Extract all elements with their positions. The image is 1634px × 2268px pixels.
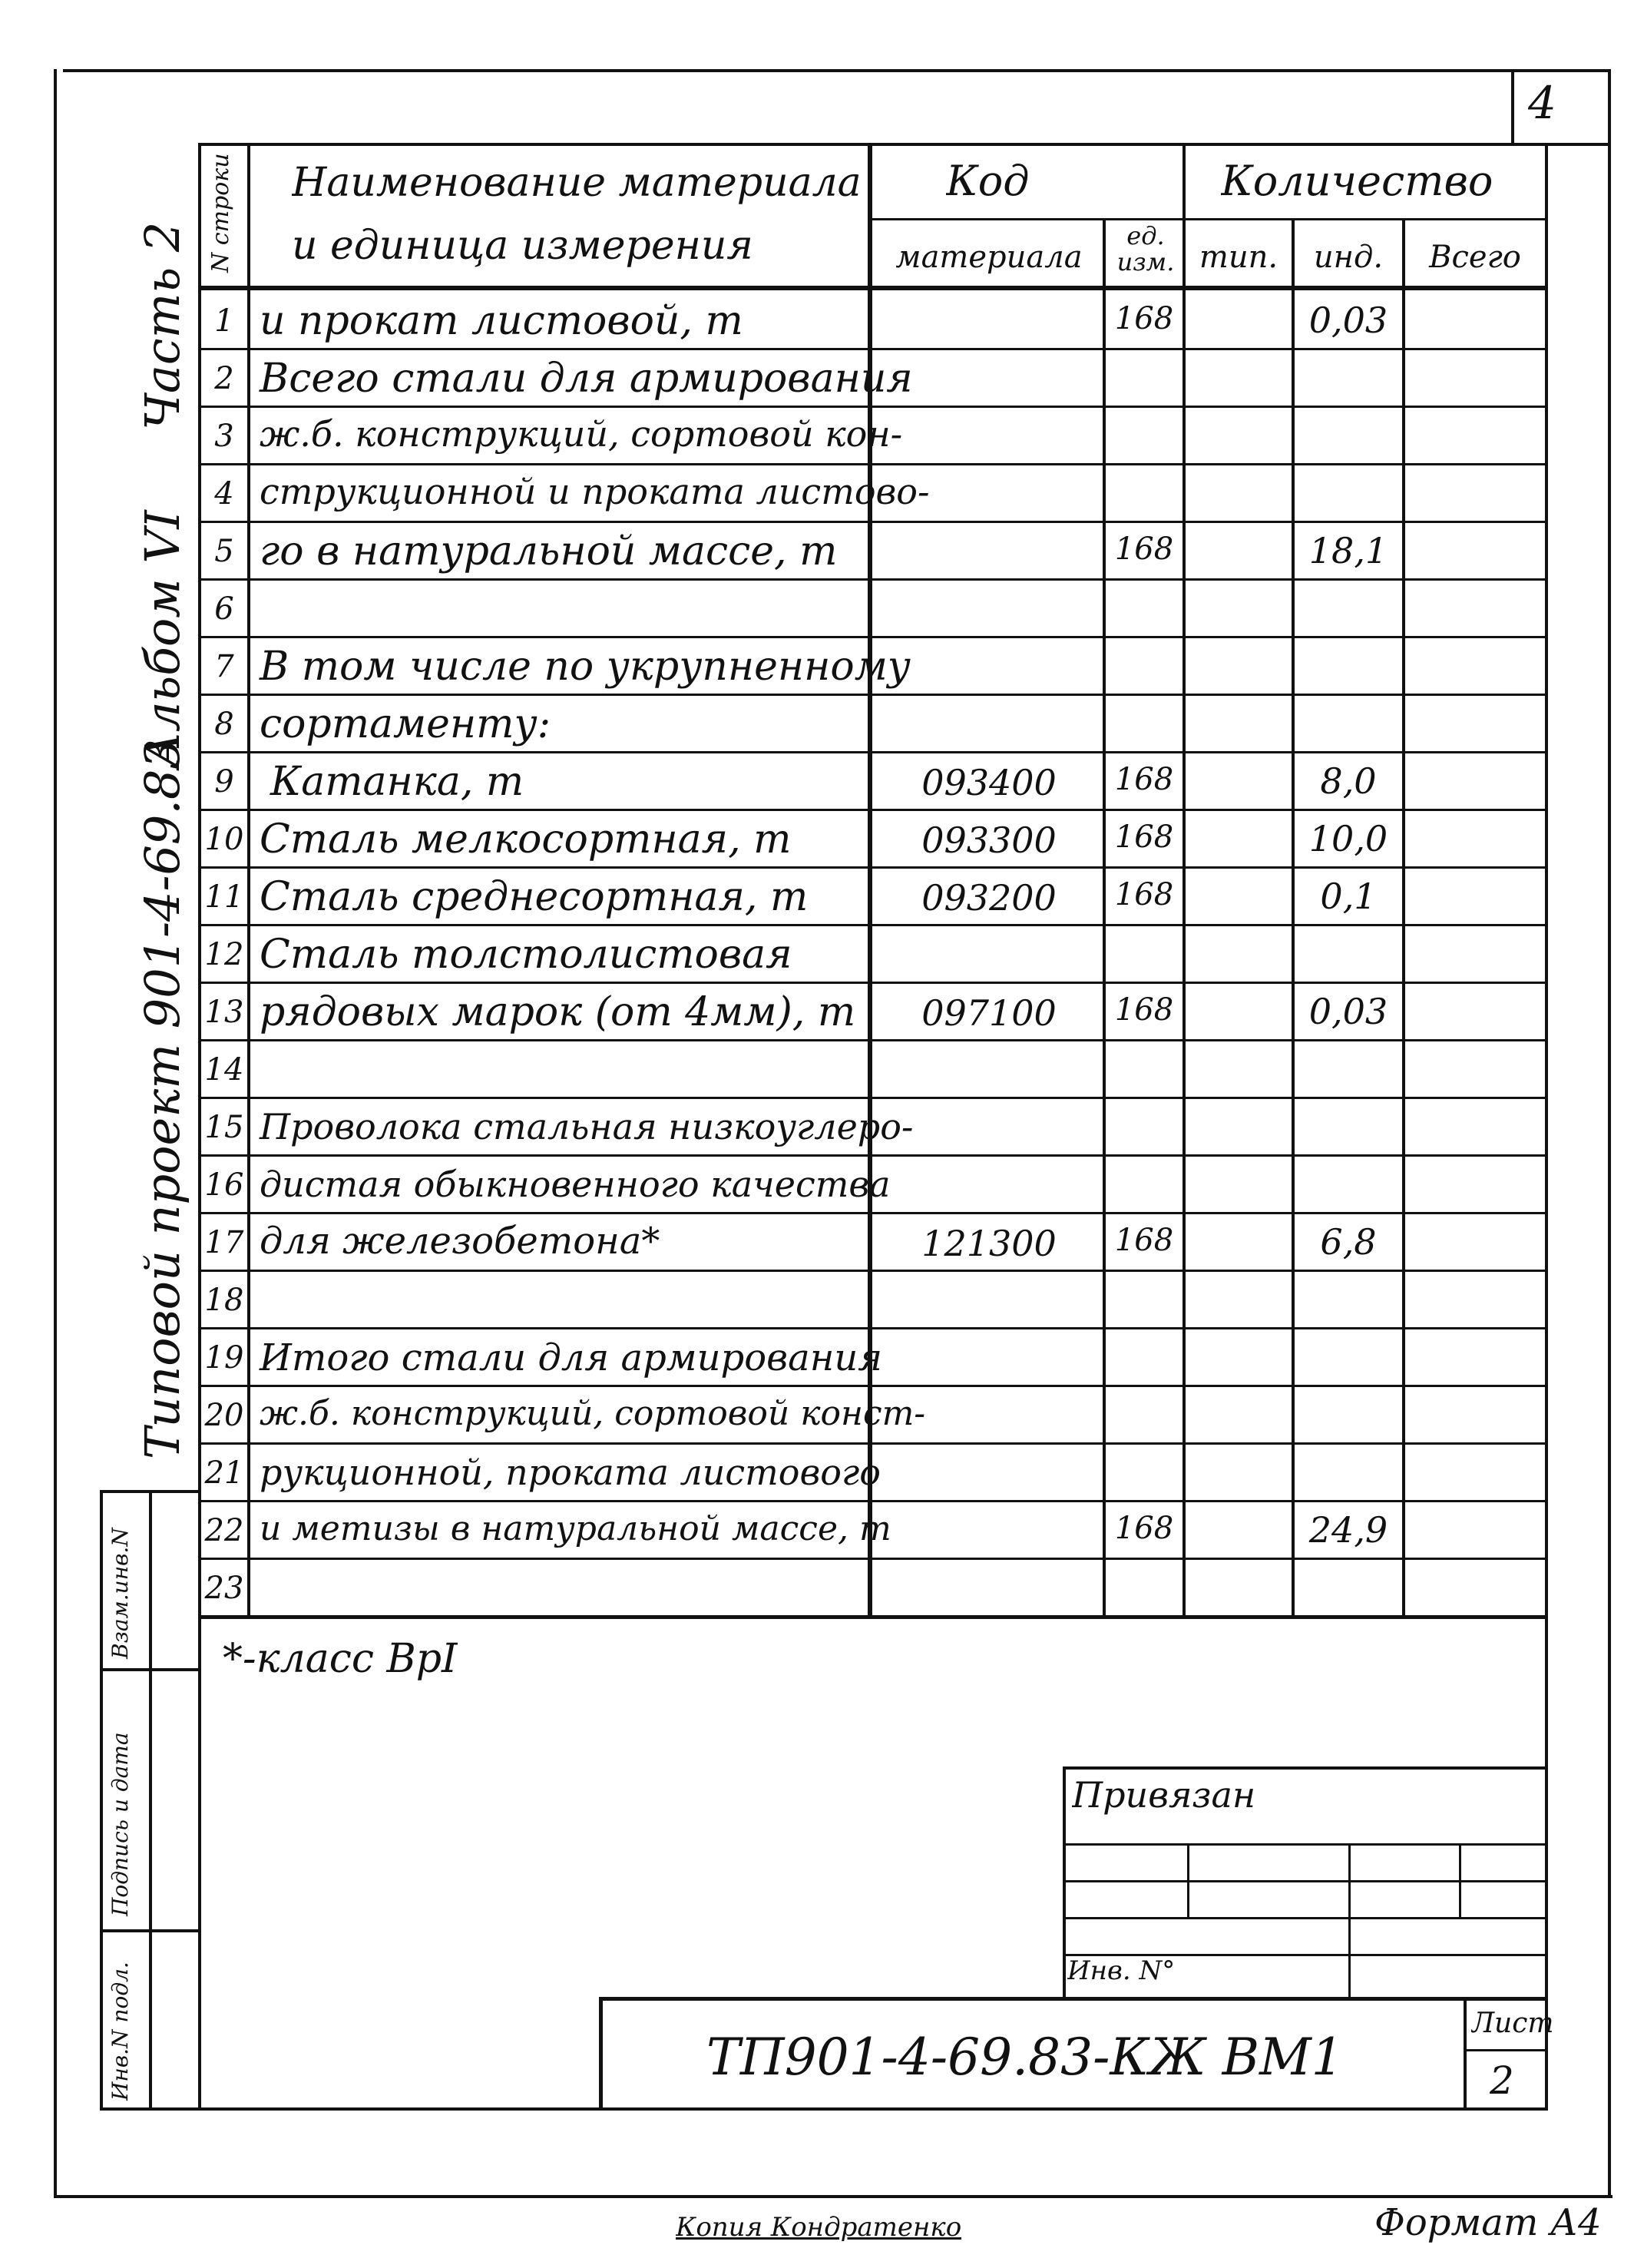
row-number: 15 bbox=[204, 1110, 244, 1145]
title-block-top bbox=[599, 1997, 1546, 2001]
header-total: Всего bbox=[1429, 240, 1521, 275]
row-name: для железобетона* bbox=[260, 1220, 660, 1263]
row-code: 121300 bbox=[921, 1223, 1057, 1264]
table-col-tip-line bbox=[1292, 218, 1295, 1617]
privyazan-top bbox=[1063, 1766, 1546, 1770]
row-number: 17 bbox=[204, 1225, 244, 1260]
table-bottom-line bbox=[198, 1615, 1546, 1619]
stamp-strip-sep1 bbox=[100, 1668, 200, 1671]
row-number: 16 bbox=[204, 1167, 244, 1203]
header-name-line2: и единица измерения bbox=[292, 223, 753, 269]
header-quantity: Количество bbox=[1221, 157, 1493, 205]
row-number: 13 bbox=[204, 995, 244, 1030]
document-designation: ТП901-4-69.83-КЖ ВМ1 bbox=[706, 2028, 1344, 2087]
row-line bbox=[198, 1097, 1546, 1099]
row-name: и метизы в натуральной массе, т bbox=[260, 1509, 891, 1548]
row-number: 9 bbox=[214, 764, 234, 800]
inner-frame-left bbox=[198, 143, 201, 2109]
row-number: 12 bbox=[204, 937, 244, 972]
part-text: Часть 2 bbox=[134, 221, 190, 430]
frame-top bbox=[63, 69, 1609, 72]
row-number: 7 bbox=[214, 649, 234, 684]
table-col-unit-line bbox=[1182, 143, 1186, 1617]
row-number: 5 bbox=[214, 534, 234, 569]
row-line bbox=[198, 924, 1546, 926]
row-unit: 168 bbox=[1114, 819, 1174, 855]
row-ind: 0,1 bbox=[1320, 876, 1377, 917]
header-sub-line bbox=[868, 218, 1546, 220]
stamp-col2: Подпись и дата bbox=[108, 1732, 133, 1916]
row-ind: 6,8 bbox=[1320, 1221, 1377, 1263]
row-code: 093400 bbox=[921, 762, 1057, 803]
row-name: сортаменту: bbox=[260, 701, 551, 747]
table-col-rownum-line bbox=[247, 143, 250, 1617]
privyazan-row2 bbox=[1063, 1880, 1546, 1882]
title-block-sheet-divider bbox=[1464, 1997, 1467, 2109]
privyazan-col3 bbox=[1459, 1843, 1461, 1917]
row-unit: 168 bbox=[1114, 1223, 1174, 1258]
row-line bbox=[198, 866, 1546, 869]
footer-format: Формат А4 bbox=[1374, 2201, 1602, 2244]
row-name: го в натуральной массе, т bbox=[260, 528, 838, 574]
page-number: 4 bbox=[1528, 77, 1556, 129]
row-line bbox=[198, 1039, 1546, 1041]
stamp-strip-top bbox=[100, 1490, 200, 1493]
row-number: 11 bbox=[204, 879, 244, 915]
header-name-line1: Наименование материала bbox=[292, 160, 862, 206]
inner-frame-top bbox=[198, 143, 1546, 146]
row-line bbox=[198, 636, 1546, 638]
row-name: Итого стали для армирования bbox=[260, 1336, 883, 1379]
row-name: рядовых марок (от 4мм), т bbox=[260, 989, 856, 1035]
row-code: 097100 bbox=[921, 992, 1057, 1034]
header-bottom-line bbox=[198, 286, 1546, 290]
row-line bbox=[198, 463, 1546, 465]
row-name: струкционной и проката листово- bbox=[260, 471, 930, 512]
row-ind: 8,0 bbox=[1320, 760, 1377, 802]
row-name: ж.б. конструкций, сортовой конст- bbox=[260, 1394, 926, 1433]
row-line bbox=[198, 578, 1546, 581]
title-block-sheet-line bbox=[1464, 2049, 1546, 2051]
row-line bbox=[198, 694, 1546, 696]
row-number: 2 bbox=[214, 361, 234, 396]
page-number-box-left bbox=[1511, 69, 1514, 146]
row-number: 6 bbox=[214, 591, 234, 627]
row-name: ж.б. конструкций, сортовой кон- bbox=[260, 413, 903, 455]
row-name: Катанка, т bbox=[270, 759, 524, 805]
row-line bbox=[198, 406, 1546, 408]
privyazan-row3 bbox=[1063, 1917, 1546, 1919]
row-number: 20 bbox=[204, 1398, 244, 1433]
header-rownum: N строки bbox=[207, 153, 234, 273]
row-line bbox=[198, 809, 1546, 811]
stamp-col3: Инв.N подл. bbox=[108, 1962, 133, 2101]
row-ind: 24,9 bbox=[1308, 1509, 1388, 1551]
privyazan-label: Привязан bbox=[1072, 1774, 1256, 1816]
stamp-strip-left bbox=[100, 1490, 103, 2109]
header-ind: инд. bbox=[1313, 240, 1384, 275]
privyazan-col2 bbox=[1348, 1843, 1351, 1997]
row-number: 18 bbox=[204, 1283, 244, 1318]
row-unit: 168 bbox=[1114, 992, 1174, 1028]
row-unit: 168 bbox=[1114, 762, 1174, 797]
row-name: В том числе по укрупненному bbox=[260, 644, 911, 690]
row-line bbox=[198, 1442, 1546, 1445]
row-line bbox=[198, 1558, 1546, 1560]
sheet-number: 2 bbox=[1490, 2058, 1514, 2103]
row-unit: 168 bbox=[1114, 301, 1174, 336]
row-name: Сталь мелкосортная, т bbox=[260, 816, 792, 863]
row-ind: 0,03 bbox=[1308, 300, 1388, 341]
stamp-strip-sep2 bbox=[100, 1929, 200, 1932]
row-name: и прокат листовой, т bbox=[260, 298, 743, 344]
row-number: 14 bbox=[204, 1052, 244, 1088]
row-name: дистая обыкновенного качества bbox=[260, 1164, 891, 1205]
header-code: Код bbox=[946, 157, 1030, 205]
inv-label: Инв. N° bbox=[1067, 1955, 1176, 1986]
row-line bbox=[198, 1385, 1546, 1387]
stamp-col1: Взам.инв.N bbox=[108, 1528, 133, 1659]
row-name: Сталь среднесортная, т bbox=[260, 874, 809, 920]
frame-outer-left bbox=[54, 69, 57, 2197]
row-number: 4 bbox=[214, 476, 234, 512]
title-block-left bbox=[599, 1997, 603, 2109]
privyazan-col1 bbox=[1187, 1843, 1189, 1917]
row-line bbox=[198, 751, 1546, 753]
row-line bbox=[198, 1270, 1546, 1272]
row-line bbox=[198, 348, 1546, 350]
row-line bbox=[198, 1327, 1546, 1329]
row-number: 3 bbox=[214, 419, 234, 454]
series-text: Типовой проект 901-4-69.83 bbox=[134, 739, 190, 1459]
inner-frame-right bbox=[1545, 143, 1548, 2109]
row-name: Проволока стальная низкоуглеро- bbox=[260, 1106, 914, 1147]
row-line bbox=[198, 1500, 1546, 1502]
table-col-code-line bbox=[1103, 218, 1106, 1617]
row-line bbox=[198, 521, 1546, 523]
row-number: 10 bbox=[204, 822, 244, 857]
footer-copied: Копия Кондратенко bbox=[676, 2212, 962, 2243]
row-unit: 168 bbox=[1114, 531, 1174, 567]
row-ind: 0,03 bbox=[1308, 991, 1388, 1032]
privyazan-row1 bbox=[1063, 1843, 1546, 1846]
row-number: 21 bbox=[204, 1455, 244, 1491]
header-unit: ед. изм. bbox=[1116, 223, 1175, 275]
row-number: 1 bbox=[214, 303, 234, 339]
row-name: рукционной, проката листового bbox=[260, 1452, 881, 1493]
header-tip: тип. bbox=[1199, 240, 1278, 275]
footnote: *-класс ВрI bbox=[223, 1636, 458, 1682]
row-number: 8 bbox=[214, 707, 234, 742]
table-col-ind-line bbox=[1402, 218, 1405, 1617]
row-line bbox=[198, 1154, 1546, 1157]
stamp-strip-divider bbox=[149, 1490, 152, 2109]
row-ind: 18,1 bbox=[1308, 530, 1388, 571]
row-line bbox=[198, 982, 1546, 984]
frame-outer-bottom bbox=[54, 2195, 1612, 2198]
row-number: 23 bbox=[204, 1571, 244, 1606]
row-line bbox=[198, 1212, 1546, 1214]
inner-frame-bottom bbox=[100, 2107, 1548, 2111]
album-text: Альбом VI bbox=[134, 510, 190, 768]
row-code: 093200 bbox=[921, 877, 1057, 919]
row-unit: 168 bbox=[1114, 1511, 1174, 1546]
header-material: материала bbox=[895, 240, 1083, 275]
row-unit: 168 bbox=[1114, 877, 1174, 912]
sheet-label: Лист bbox=[1471, 2008, 1554, 2039]
row-ind: 10,0 bbox=[1308, 818, 1388, 859]
row-name: Сталь толстолистовая bbox=[260, 932, 792, 978]
frame-outer-right bbox=[1608, 69, 1611, 2197]
row-code: 093300 bbox=[921, 819, 1057, 861]
row-name: Всего стали для армирования bbox=[260, 356, 913, 402]
row-number: 19 bbox=[204, 1340, 244, 1376]
row-number: 22 bbox=[204, 1513, 244, 1548]
